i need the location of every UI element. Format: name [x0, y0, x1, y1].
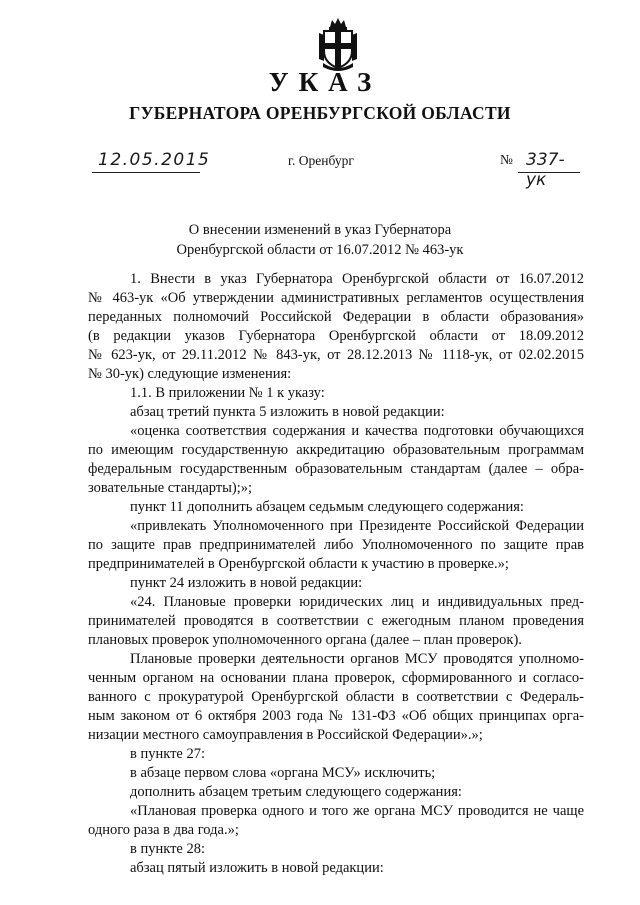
body-line: 1. Внести в указ Губернатора Оренбургской области от 16.07.2012	[130, 271, 584, 287]
body-line: абзац пятый изложить в новой редакции:	[130, 860, 384, 876]
body-line: ным законом от 6 октября 2003 года № 131-ФЗ «Об общих принципах орга-	[88, 708, 584, 724]
subject-line: О внесении изменений в указ Губернатора	[188, 222, 452, 238]
body-line: ванного с прокуратурой Оренбургской области в соответствии с Федераль-	[88, 689, 584, 705]
body-line: федеральным государственным образовательным стандартам (далее – обра-	[88, 461, 584, 477]
body-line: по имеющим государственную аккредитацию образовательным программам	[88, 442, 584, 458]
body-line: абзац третий пункта 5 изложить в новой редакции:	[130, 404, 445, 420]
body-line: плановых проверок уполномоченного органа (далее – план проверок).	[88, 632, 522, 648]
decree-number-label: №	[500, 152, 513, 167]
body-line: низации местного самоуправления в Российской Федерации».»;	[88, 727, 483, 743]
body-line: (в редакции указов Губернатора Оренбургской области от 18.09.2012	[88, 328, 584, 344]
decree-number-field	[518, 150, 580, 190]
body-line: 1.1. В приложении № 1 к указу:	[130, 385, 325, 401]
body-line: зовательные стандарты);»;	[88, 480, 253, 496]
decree-city: г. Оренбург	[288, 153, 354, 168]
body-line: одного раза в два года.»;	[88, 822, 239, 838]
body-line: «24. Плановые проверки юридических лиц и индивидуальных пред-	[130, 594, 584, 610]
body-line: принимателей проводятся в соответствии с ежегодным планом проведения	[88, 613, 584, 629]
body-line: «привлекать Уполномоченного при Президенте Российской Федерации	[130, 518, 584, 534]
body-line: Плановые проверки деятельности органов МСУ проводятся уполномо-	[130, 651, 584, 667]
body-line: в пункте 28:	[130, 841, 206, 857]
decree-subject	[0, 220, 640, 260]
decree-title: УКАЗ	[268, 67, 382, 97]
body-line: пункт 24 изложить в новой редакции:	[130, 575, 363, 591]
body-line: переданных полномочий Российской Федерации в области образования»	[88, 309, 584, 325]
body-line: № 623-ук, от 29.11.2012 № 843-ук, от 28.12.2013 № 1118-ук, от 02.02.2015	[88, 347, 584, 363]
body-line: в пункте 27:	[130, 746, 206, 762]
body-line: «оценка соответствия содержания и качества подготовки обучающихся	[130, 423, 584, 439]
body-line: дополнить абзацем третьим следующего содержания:	[130, 784, 462, 800]
body-line: № 463-ук «Об утверждении административных регламентов осуществления	[88, 290, 584, 306]
body-line: № 30-ук) следующие изменения:	[88, 366, 292, 382]
body-line: ченным органом на основании плана проверок, сформированного и согласо-	[88, 670, 584, 686]
body-line: в абзаце первом слова «органа МСУ» исключить;	[130, 765, 436, 781]
body-line: «Плановая проверка одного и того же органа МСУ проводится не чаще	[130, 803, 584, 819]
subject-line: Оренбургской области от 16.07.2012 № 463-ук	[176, 242, 464, 258]
body-line: предпринимателей в Оренбургской области к участию в проверке.»;	[88, 556, 509, 572]
decree-subtitle: ГУБЕРНАТОРА ОРЕНБУРГСКОЙ ОБЛАСТИ	[129, 103, 511, 123]
decree-number: 337-ук	[526, 150, 565, 190]
decree-date: 12.05.2015	[98, 150, 211, 170]
body-line: пункт 11 дополнить абзацем седьмым следующего содержания:	[130, 499, 524, 515]
body-line: по защите прав предпринимателей либо Уполномоченного по защите прав	[88, 537, 584, 553]
decree-date-field	[92, 150, 211, 173]
coat-of-arms-icon	[315, 17, 361, 71]
